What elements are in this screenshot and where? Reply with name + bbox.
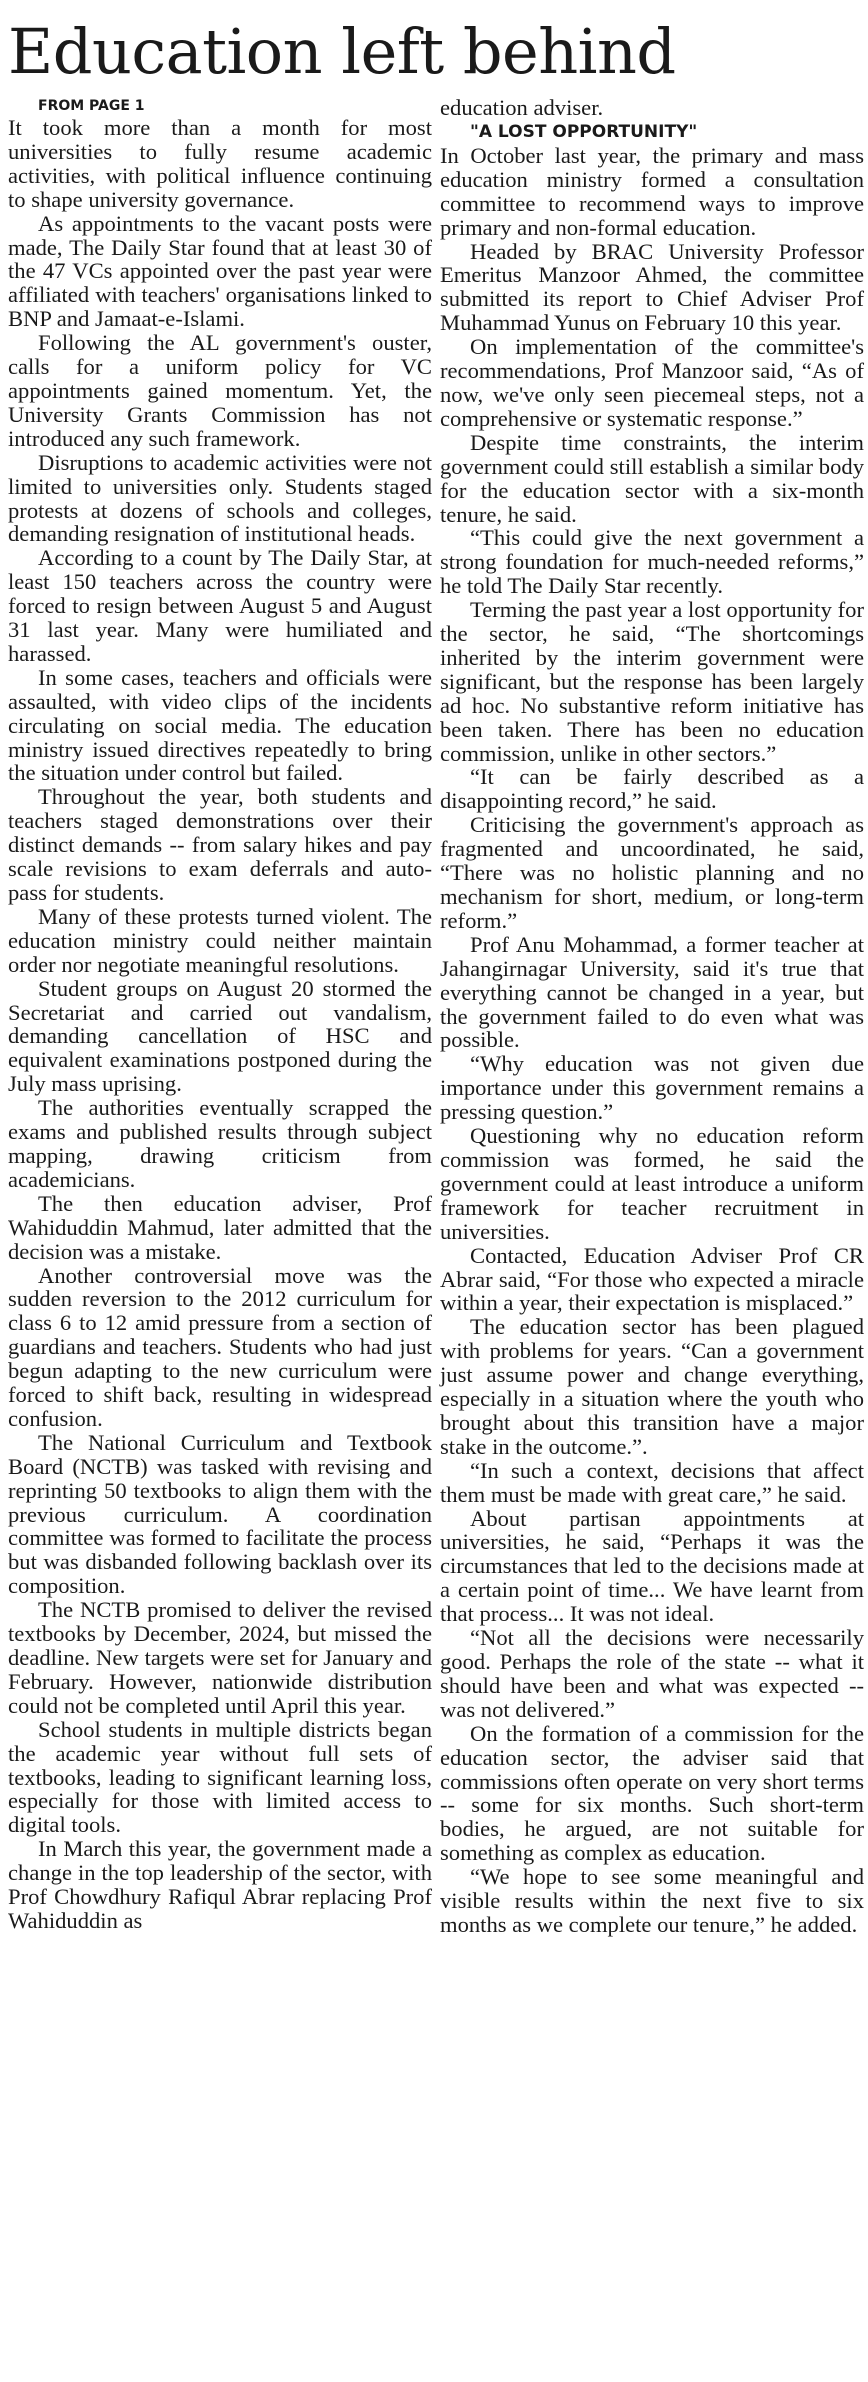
paragraph: Headed by BRAC University Professor Emeritus Manzoor Ahmed, the committee submitted its report to Chief Adviser Prof Muhammad Yunus on February 10 this year.	[440, 238, 864, 336]
paragraph: Terming the past year a lost opportunity for the sector, he said, “The shortcomings inherited by the interim government were significant, but the response has been largely ad hoc. No substantive reform initiative has been taken. There has been no education commission, unlike in other sectors.”	[440, 597, 864, 766]
paragraph: Criticising the government's approach as fragmented and uncoordinated, he said, “There was no holistic planning and no mechanism for short, medium, or long-term reform.”	[440, 812, 864, 933]
paragraph: “We hope to see some meaningful and visible results within the next five to six months as we complete our tenure,” he added.	[440, 1864, 864, 1937]
paragraph: The education sector has been plagued with problems for years. “Can a government just assume power and change everything, especially in a situation where the youth who brought about this transition have a major stake in the outcome.”.	[440, 1314, 864, 1459]
paragraph-continued: education adviser.	[440, 95, 604, 120]
paragraph: Questioning why no education reform commission was formed, he said the government could at least introduce a uniform framework for teacher recruitment in universities.	[440, 1123, 864, 1244]
paragraph: “This could give the next government a strong foundation for much-needed reforms,” he told The Daily Star recently.	[440, 525, 864, 599]
paragraph: In October last year, the primary and mass education ministry formed a consultation committee to recommend ways to improve primary and non-formal education.	[440, 142, 864, 240]
paragraph: “Why education was not given due importance under this government remains a pressing question.”	[440, 1051, 864, 1125]
paragraph: Many of these protests turned violent. The education ministry could neither maintain order nor negotiate meaningful resolutions.	[8, 903, 432, 977]
paragraph: Following the AL government's ouster, calls for a uniform policy for VC appointments gained momentum. Yet, the University Grants Commission has not introduced any such framework.	[8, 330, 432, 451]
paragraph: It took more than a month for most universities to fully resume academic activities, with political influence continuing to shape university governance.	[8, 115, 432, 212]
article-column-right	[440, 96, 864, 1937]
paragraph: Throughout the year, both students and teachers staged demonstrations over their distinct demands -- from salary hikes and pay scale revisions to exam deferrals and auto-pass for students.	[8, 784, 432, 905]
paragraph: “It can be fairly described as a disappointing record,” he said.	[440, 764, 864, 814]
paragraph: The authorities eventually scrapped the exams and published results through subject mapping, drawing criticism from academicians.	[8, 1095, 432, 1192]
paragraph: According to a count by The Daily Star, at least 150 teachers across the country were forced to resign between August 5 and August 31 last year. Many were humiliated and harassed.	[8, 545, 432, 666]
paragraph: “In such a context, decisions that affect them must be made with great care,” he said.	[440, 1457, 864, 1507]
paragraph: Despite time constraints, the interim government could still establish a similar body for the education sector with a six-month tenure, he said.	[440, 429, 864, 527]
article-column-left	[8, 96, 432, 1933]
paragraph: School students in multiple districts began the academic year without full sets of textbooks, leading to significant learning loss, especially for those with limited access to digital tools.	[8, 1716, 432, 1838]
paragraph: On implementation of the committee's recommendations, Prof Manzoor said, “As of now, we've only seen piecemeal steps, not a comprehensive or systematic response.”	[440, 334, 864, 431]
paragraph: Disruptions to academic activities were not limited to universities only. Students staged protests at dozens of schools and colleges, demanding resignation of institutional heads.	[8, 449, 432, 547]
paragraph: Another controversial move was the sudden reversion to the 2012 curriculum for class 6 to 12 amid pressure from a section of guardians and teachers. Students who had just begun adapting to the new curriculum were forced to shift back, resulting in widespread confusion.	[8, 1262, 432, 1431]
paragraph: Contacted, Education Adviser Prof CR Abrar said, “For those who expected a miracle within a year, their expectation is misplaced.”	[440, 1242, 864, 1316]
headline: Education left behind	[8, 15, 676, 88]
paragraph: On the formation of a commission for the education sector, the adviser said that commissions often operate on very short terms -- some for six months. Such short-term bodies, he argued, are not suitable for something as complex as education.	[440, 1720, 864, 1866]
paragraph: Prof Anu Mohammad, a former teacher at Jahangirnagar University, said it's true that everything cannot be changed in a year, but the government failed to do even what was possible.	[440, 931, 864, 1053]
paragraph: About partisan appointments at universities, he said, “Perhaps it was the circumstances that led to the decisions made at a certain point of time... We have learnt from that process... It was not ideal.	[440, 1505, 864, 1627]
paragraph: In some cases, teachers and officials were assaulted, with video clips of the incidents circulating on social media. The education ministry issued directives repeatedly to bring the situation under control but failed.	[8, 664, 432, 786]
subhead: "A LOST OPPORTUNITY"	[470, 121, 698, 142]
paragraph: The NCTB promised to deliver the revised textbooks by December, 2024, but missed the deadline. New targets were set for January and February. However, nationwide distribution could not be completed until April this year.	[8, 1597, 432, 1718]
kicker: FROM PAGE 1	[38, 98, 145, 114]
paragraph: “Not all the decisions were necessarily good. Perhaps the role of the state -- what it should have been and what was expected -- was not delivered.”	[440, 1625, 864, 1722]
paragraph: The then education adviser, Prof Wahiduddin Mahmud, later admitted that the decision was a mistake.	[8, 1190, 432, 1264]
paragraph: Student groups on August 20 stormed the Secretariat and carried out vandalism, demanding cancellation of HSC and equivalent examinations postponed during the July mass uprising.	[8, 975, 432, 1097]
paragraph: The National Curriculum and Textbook Board (NCTB) was tasked with revising and reprinting 50 textbooks to align them with the previous curriculum. A coordination committee was formed to facilitate the process but was disbanded following backlash over its composition.	[8, 1429, 432, 1599]
paragraph: In March this year, the government made a change in the top leadership of the sector, with Prof Chowdhury Rafiqul Abrar replacing Prof Wahiduddin as	[8, 1836, 432, 1933]
paragraph: As appointments to the vacant posts were made, The Daily Star found that at least 30 of the 47 VCs appointed over the past year were affiliated with teachers' organisations linked to BNP and Jamaat-e-Islami.	[8, 210, 432, 332]
